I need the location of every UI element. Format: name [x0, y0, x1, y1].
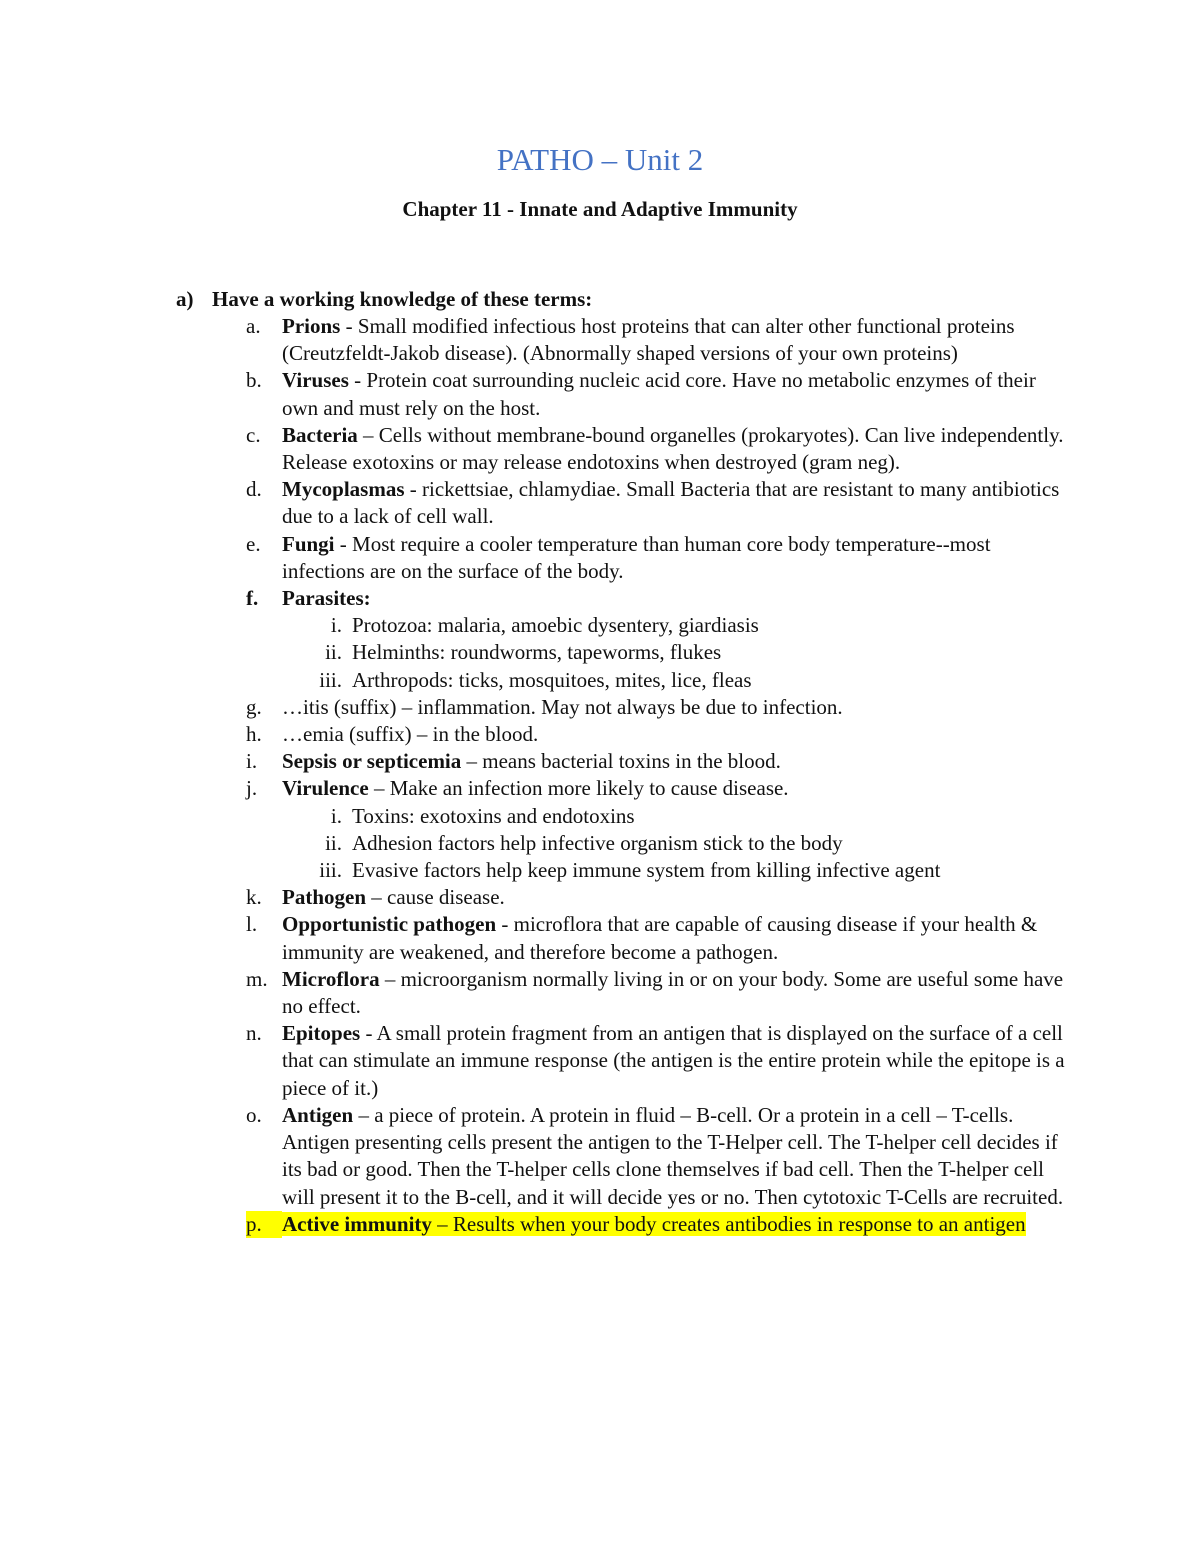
item-text: – cause disease.: [366, 885, 505, 910]
item-text: …itis (suffix) – inflammation. May not always be due to infection.: [282, 694, 843, 719]
item-marker: j.: [246, 776, 258, 801]
item-text: – Results when your body creates antibodies in response to an antigen: [431, 1211, 1026, 1236]
list-item: [0, 721, 1067, 748]
item-text: - rickettsiae, chlamydiae. Small Bacteria that are resistant to many antibiotics due to a lack of cell wall.: [282, 477, 1060, 529]
list-item: [0, 694, 1067, 721]
list-item: [0, 748, 1067, 775]
section-number: a): [176, 287, 194, 311]
item-term: Opportunistic pathogen: [282, 912, 497, 937]
item-term: Viruses: [282, 368, 349, 393]
item-marker: e.: [246, 531, 261, 556]
list-item: [0, 1102, 1067, 1211]
sub-item-text: Evasive factors help keep immune system from killing infective agent: [352, 858, 941, 883]
item-term: Bacteria: [282, 422, 358, 447]
section-heading: [176, 287, 592, 312]
item-marker: b.: [246, 368, 262, 393]
sub-item-marker: iii.: [319, 858, 342, 883]
item-text: – means bacterial toxins in the blood.: [461, 749, 781, 774]
item-marker: k.: [246, 885, 262, 910]
item-text: – microorganism normally living in or on your body. Some are useful some have no effect.: [282, 966, 1064, 1019]
item-marker: n.: [246, 1021, 262, 1046]
list-item: [0, 966, 1067, 1020]
sub-item-text: Protozoa: malaria, amoebic dysentery, giardiasis: [352, 613, 759, 638]
list-item: [0, 367, 1067, 421]
sub-list-item: [0, 612, 1200, 639]
sub-item-marker: i.: [330, 613, 342, 638]
sub-item-marker: i.: [330, 803, 342, 828]
list-item: [0, 775, 1067, 802]
item-marker: a.: [246, 314, 261, 338]
item-marker: o.: [246, 1102, 262, 1127]
list-item: [0, 585, 1067, 612]
item-text: - Small modified infectious host proteins that can alter other functional proteins (Creutzfeldt-Jakob disease). (Abnormally shaped versions of your own proteins): [282, 314, 1015, 366]
item-text: - A small protein fragment from an antigen that is displayed on the surface of a cell that can stimulate an immune response (the antigen is the entire protein while the epitope is a piece of it.): [282, 1021, 1065, 1100]
item-text: - Protein coat surrounding nucleic acid core. Have no metabolic enzymes of their own and must rely on the host.: [282, 368, 1036, 420]
sub-item-text: Helminths: roundworms, tapeworms, flukes: [352, 640, 722, 665]
sub-list-item: [0, 803, 1200, 830]
sub-item-marker: iii.: [319, 667, 342, 692]
list-item: [0, 884, 1067, 911]
sub-item-marker: ii.: [325, 830, 342, 855]
list-item: [0, 313, 1067, 367]
item-marker: f.: [246, 586, 259, 611]
list-item: [0, 476, 1067, 530]
item-term: Pathogen: [282, 885, 366, 910]
item-marker: d.: [246, 477, 262, 502]
item-text: - Most require a cooler temperature than human core body temperature--most infections are on the surface of the body.: [282, 531, 991, 583]
section-heading-text: Have a working knowledge of these terms:: [212, 287, 593, 311]
item-term: Active immunity: [282, 1211, 432, 1236]
sub-item-marker: ii.: [325, 640, 342, 665]
sub-list-item: [0, 857, 1200, 884]
list-item: [0, 531, 1067, 585]
item-marker: p.: [246, 1211, 282, 1238]
item-text: - microflora that are capable of causing disease if your health & immunity are weakened, and therefore become a pathogen.: [282, 912, 1038, 964]
sub-item-text: Toxins: exotoxins and endotoxins: [352, 803, 635, 828]
sub-list-item: [0, 667, 1200, 694]
item-marker: h.: [246, 722, 262, 747]
terms-list: [0, 313, 1200, 1238]
list-item: [0, 1020, 1067, 1102]
item-text: – Make an infection more likely to cause disease.: [368, 776, 789, 801]
item-term: Epitopes: [282, 1021, 361, 1046]
sub-list-item: [0, 830, 1200, 857]
item-text: – Cells without membrane-bound organelles (prokaryotes). Can live independently. Release exotoxins or may release endotoxins when destroyed (gram neg).: [282, 422, 1064, 475]
item-term: Virulence: [282, 776, 369, 801]
item-marker: m.: [246, 966, 268, 991]
highlighted-list-item: [0, 1211, 1067, 1238]
item-term: Prions: [282, 314, 341, 338]
item-text: – a piece of protein. A protein in fluid – B-cell. Or a protein in a cell – T-cells. Antigen presenting cells present the antigen to the T-Helper cell. The T-helper cell decides if its bad or good. Then the T-helper cells clone themselves if bad cell. Then the T-helper cell will present it to the B-cell, and it will decide yes or no. Then cytotoxic T-Cells are recruited.: [282, 1102, 1064, 1209]
item-term: Fungi: [282, 531, 335, 556]
item-term: Mycoplasmas: [282, 477, 405, 502]
sub-list-item: [0, 639, 1200, 666]
sub-item-text: Arthropods: ticks, mosquitoes, mites, lice, fleas: [352, 667, 752, 692]
page-title: PATHO – Unit 2: [496, 142, 704, 177]
list-item: [0, 422, 1067, 476]
item-marker: c.: [246, 422, 261, 447]
item-marker: l.: [246, 912, 258, 937]
item-term: Antigen: [282, 1102, 354, 1127]
item-marker: g.: [246, 694, 262, 719]
chapter-heading: Chapter 11 - Innate and Adaptive Immunity: [402, 197, 798, 221]
sub-item-text: Adhesion factors help infective organism stick to the body: [352, 830, 843, 855]
item-text: …emia (suffix) – in the blood.: [282, 722, 539, 747]
item-marker: i.: [246, 749, 258, 774]
item-term: Parasites:: [282, 586, 371, 611]
list-item: [0, 911, 1067, 965]
item-term: Sepsis or septicemia: [282, 749, 462, 774]
item-term: Microflora: [282, 966, 380, 991]
